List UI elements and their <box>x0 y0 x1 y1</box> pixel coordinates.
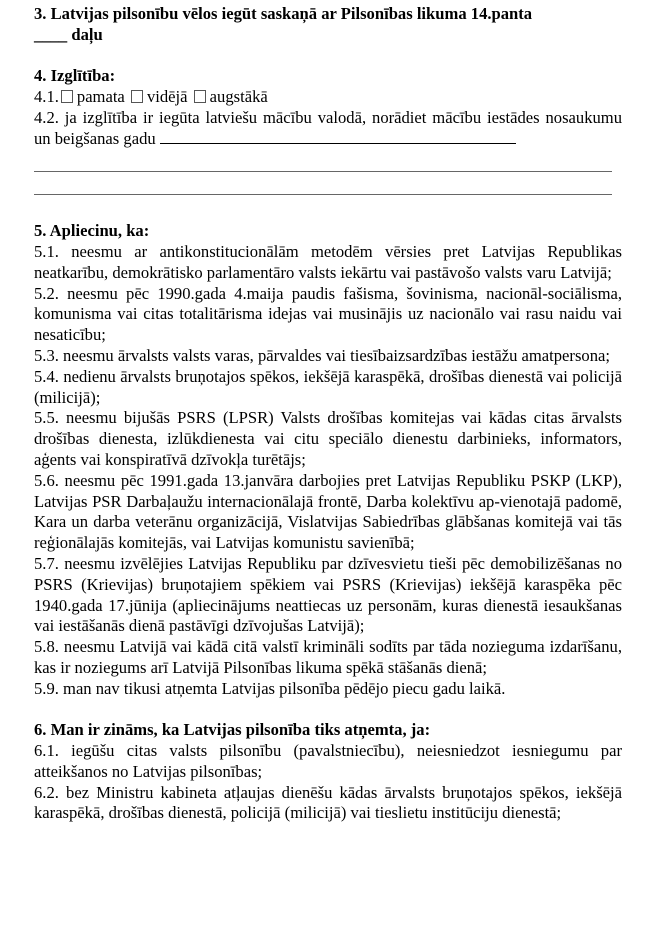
option-pamata: pamata <box>76 87 125 107</box>
item-6-1: 6.1. iegūšu citas valsts pilsonību (pavalstniecību), neiesniedzot iesniegumu par atteikšanos no Latvijas pilsonības; <box>34 741 622 781</box>
school-name-line-3[interactable] <box>34 174 612 195</box>
section-5-heading: 5. Apliecinu, ka: <box>34 221 150 241</box>
item-5-2: 5.2. neesmu pēc 1990.gada 4.maija paudis fašisma, šovinisma, nacionāl-sociālisma, komunisma vai citas totalitārisma idejas vai musinājis uz nacionālo vai rasu naidu vai nesaticību; <box>34 283 622 345</box>
item-5-7: 5.7. neesmu izvēlējies Latvijas Republiku par dzīvesvietu tieši pēc demobilizēšanas no PSRS (Krievijas) bruņotajiem spēkiem vai PSRS (Krievijas) iekšējā karaspēka pēc 1940.gada 17.jūnija (apliecinājums neattiecas uz personām, kuras dienestā iesaukšanas vai iestāšanās dienā pastāvīgi dzīvojušas Latvijā); <box>34 553 622 636</box>
section-3-suffix: daļu <box>67 24 103 44</box>
item-5-3: 5.3. neesmu ārvalsts valsts varas, pārvaldes vai tiesībaizsardzības iestāžu amatpersona; <box>34 345 610 365</box>
checkbox-pamata[interactable] <box>61 90 73 103</box>
section-4-heading: 4. Izglītība: <box>34 66 116 86</box>
item-5-8: 5.8. neesmu Latvijā vai kādā citā valstī krimināli sodīts par tāda nozieguma izdarīšanu, kas ir noziegums arī Latvijā Pilsonības likuma spēkā stāšanās dienā; <box>34 637 622 677</box>
section-3-heading <box>34 4 622 46</box>
school-name-field[interactable] <box>160 129 516 144</box>
item-6-2: 6.2. bez Ministru kabineta atļaujas dienēšu kādas ārvalsts bruņotajos spēkos, iekšējā karaspēkā, drošības dienestā, policijā (milicijā) vai tieslietu institūciju dienestā; <box>34 782 622 823</box>
section-6-heading: 6. Man ir zināms, ka Latvijas pilsonība tiks atņemta, ja: <box>34 720 431 740</box>
education-level-row <box>34 87 622 108</box>
item-4-2-text: 4.2. ja izglītība ir iegūta latviešu mācību valodā, norādiet mācību iestādes nosaukumu un beigšanas gadu <box>34 107 622 148</box>
item-5-5: 5.5. neesmu bijušās PSRS (LPSR) Valsts drošības komitejas vai kādas citas ārvalsts drošības dienesta, izlūkdienesta vai citu speciālo dienestu darbinieks, informators, aģents vai konspiratīvā dzīvokļa turētājs; <box>34 408 622 469</box>
school-name-line-2[interactable] <box>34 152 612 173</box>
part-number-field[interactable]: ____ <box>34 24 68 44</box>
section-3-text: 3. Latvijas pilsonību vēlos iegūt saskaņā ar Pilsonības likuma 14.panta <box>34 4 533 23</box>
option-videja: vidējā <box>146 87 188 107</box>
form-page <box>34 4 622 824</box>
checkbox-augstaka[interactable] <box>194 90 206 103</box>
checkbox-videja[interactable] <box>131 90 143 103</box>
item-5-1: 5.1. neesmu ar antikonstitucionālām metodēm vērsies pret Latvijas Republikas neatkarību, demokrātisko parlamentāro valsts iekārtu vai pastāvošo valsts varu Latvijā; <box>34 241 622 282</box>
item-5-4: 5.4. nedienu ārvalsts bruņotajos spēkos, iekšējā karaspēkā, drošības dienestā vai policijā (milicijā); <box>34 366 622 407</box>
item-5-9: 5.9. man nav tikusi atņemta Latvijas pilsonība pēdējo piecu gadu laikā. <box>34 678 506 698</box>
item-5-6: 5.6. neesmu pēc 1991.gada 13.janvāra darbojies pret Latvijas Republiku PSKP (LKP), Latvijas PSR Darbaļaužu internacionālajā frontē, Darba kolektīvu ap-vienotajā padomē, Kara un darba veterānu organizācijā, Vislatvijas Sabiedrības glābšanas komitejā vai tās reģionālajās komitejās, vai Latvijas komunistu savienībā; <box>34 470 622 553</box>
item-4-1-label: 4.1. <box>34 87 59 107</box>
option-augstaka: augstākā <box>209 87 268 107</box>
item-4-2 <box>34 108 622 150</box>
